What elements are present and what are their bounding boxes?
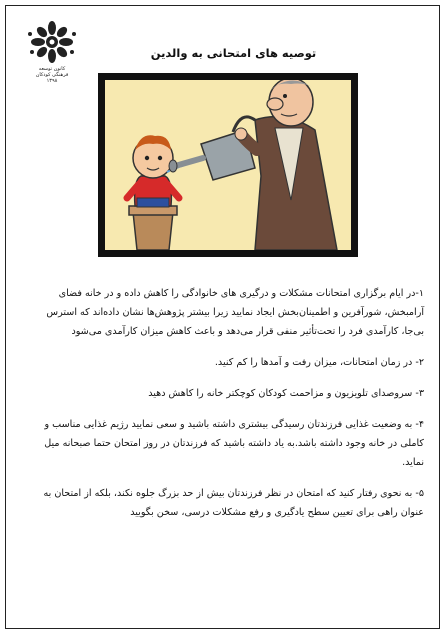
document-page xyxy=(5,5,440,629)
page-title: توصیه های امتحانی به والدین xyxy=(150,46,317,60)
logo-caption xyxy=(22,66,82,84)
illustration-frame xyxy=(98,73,358,257)
tip-paragraph-5: ۵- به نحوی رفتار کنید که امتحان در نظر فرزندتان بیش از حد بزرگ جلوه نکند، بلکه از امتحان به عنوان راهی برای تعیین سطح یادگیری و رفع مشکلات درسی، سخن بگویید xyxy=(43,488,424,518)
logo-line-1: کانون توسعه xyxy=(38,66,66,72)
logo-line-3: ۱۳۹۸ xyxy=(46,78,58,84)
tip-paragraph-3: ۳- سروصدای تلویزیون و مزاحمت کودکان کوچکتر خانه را کاهش دهید xyxy=(148,388,424,399)
tip-paragraph-2: ۲- در زمان امتحانات، میزان رفت و آمدها را کم کنید. xyxy=(214,357,424,368)
tip-paragraph-1: ۱-در ایام برگزاری امتحانات مشکلات و درگیری های خانوادگی را کاهش داده و در خانه فضای آرامبخش، شورآفرین و اطمینان‌بخش ایجاد نمایید زیرا بیشتر پژوهش‌ها نشان داده‌اند که استرس بی‌جا، کارآمدی فرد را تحت‌تأثیر منفی قرار می‌دهد و باعث کاهش میزان کارآمدی می‌شود xyxy=(46,288,424,337)
logo-line-2: فرهنگی کودکان xyxy=(35,72,69,78)
tips-list xyxy=(26,284,424,534)
flower-logo-icon xyxy=(22,20,82,66)
tip-paragraph-4: ۴- به وضعیت غذایی فرزندتان رسیدگی بیشتری داشته باشید و سعی نمایید رژیم غذایی مناسب و کاملی در خانه وجود داشته باشد.به یاد داشته باشید که فرزندتان در روز امتحان حتما صبحانه میل نماید. xyxy=(44,419,424,468)
parent-watering-child-icon xyxy=(105,80,351,250)
illustration xyxy=(105,80,351,250)
organization-logo xyxy=(22,20,82,84)
